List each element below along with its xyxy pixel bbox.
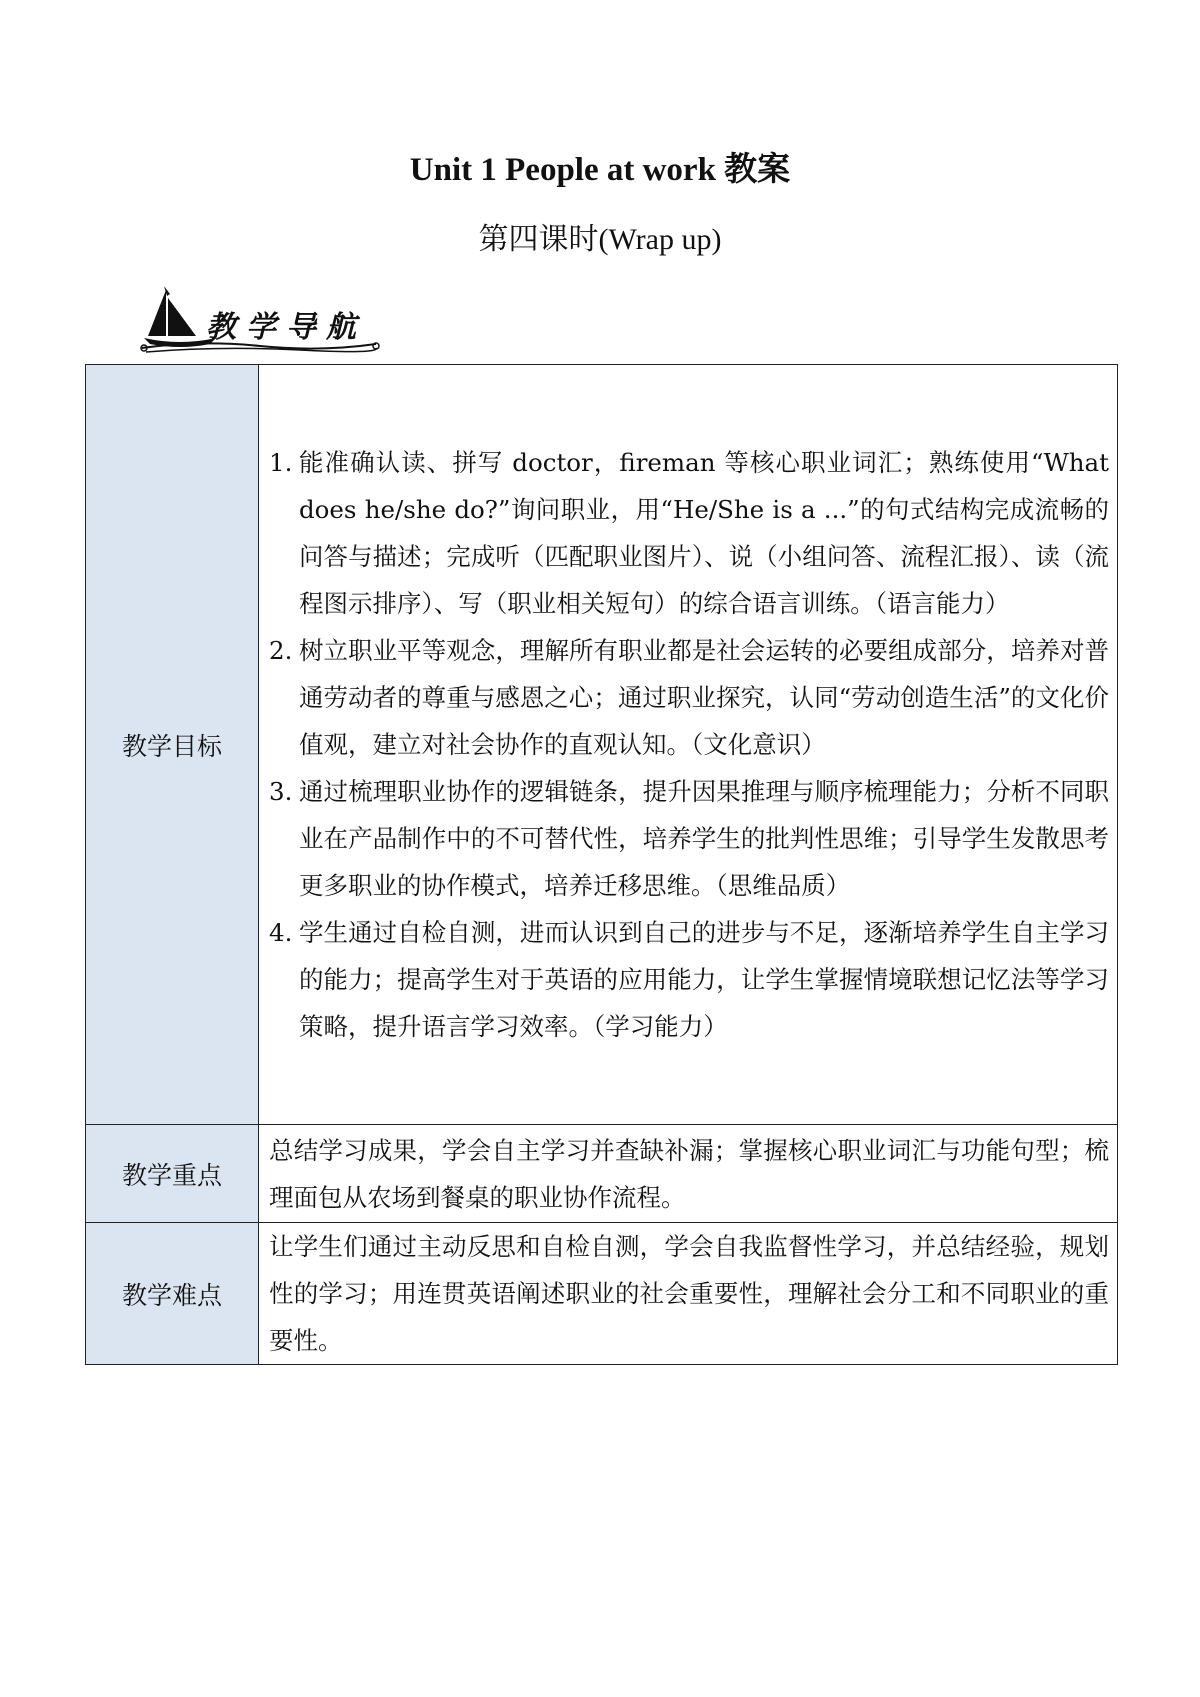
row-label-difficulties: 教学难点: [86, 1223, 259, 1365]
list-item: [269, 909, 1109, 1050]
lesson-plan-table: [85, 364, 1118, 1365]
row-label-objectives: 教学目标: [86, 365, 259, 1125]
list-item-text: 通过梳理职业协作的逻辑链条，提升因果推理与顺序梳理能力；分析不同职业在产品制作中的不可替代性，培养学生的批判性思维；引导学生发散思考更多职业的协作模式，培养迁移思维。（思维品质）: [299, 777, 1109, 900]
document-title: Unit 1 People at work 教案: [409, 152, 791, 188]
list-item-number: 4.: [269, 918, 293, 947]
list-item-number: 3.: [269, 777, 293, 806]
list-item-number: 2.: [269, 636, 293, 665]
list-item-number: 1.: [269, 448, 293, 477]
objectives-list: [269, 439, 1109, 1050]
section-heading-logo: [140, 284, 380, 356]
key-points-cell: 总结学习成果，学会自主学习并查缺补漏；掌握核心职业词汇与功能句型；梳理面包从农场到餐桌的职业协作流程。: [259, 1125, 1118, 1223]
list-item: [269, 439, 1109, 627]
list-item-text: 树立职业平等观念，理解所有职业都是社会运转的必要组成部分，培养对普通劳动者的尊重与感恩之心；通过职业探究，认同“劳动创造生活”的文化价值观，建立对社会协作的直观认知。（文化意识）: [299, 636, 1109, 759]
row-label-key-points: 教学重点: [86, 1125, 259, 1223]
list-item: [269, 627, 1109, 768]
document-subtitle: 第四课时(Wrap up): [478, 223, 722, 256]
section-heading-text: 教学导航: [206, 310, 366, 345]
table-row: [86, 1125, 1118, 1223]
list-item: [269, 768, 1109, 909]
list-item-text: 能准确认读、拼写 doctor，fireman 等核心职业词汇；熟练使用“What does he/she do?”询问职业，用“He/She is a ...”的句式结构完成流畅的问答与描述；完成听（匹配职业图片）、说（小组问答、流程汇报）、读（流程图示排序）、写（职业相关短句）的综合语言训练。（语言能力）: [299, 448, 1109, 618]
table-row: [86, 365, 1118, 1125]
table-row: [86, 1223, 1118, 1365]
difficulties-cell: 让学生们通过主动反思和自检自测，学会自我监督性学习，并总结经验，规划性的学习；用连贯英语阐述职业的社会重要性，理解社会分工和不同职业的重要性。: [259, 1223, 1118, 1365]
objectives-cell: [259, 365, 1118, 1125]
list-item-text: 学生通过自检自测，进而认识到自己的进步与不足，逐渐培养学生自主学习的能力；提高学生对于英语的应用能力，让学生掌握情境联想记忆法等学习策略，提升语言学习效率。（学习能力）: [299, 918, 1109, 1041]
